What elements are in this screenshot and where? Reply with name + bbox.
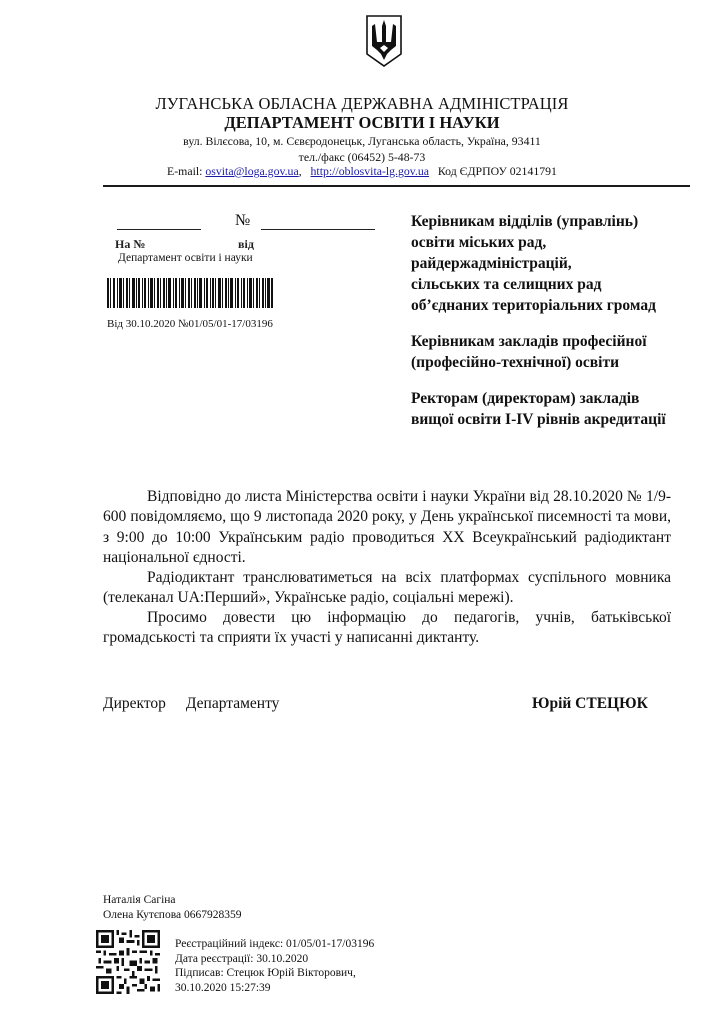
department-name: ДЕПАРТАМЕНТ ОСВІТИ І НАУКИ [224, 113, 500, 132]
signed-timestamp: 30.10.2020 15:27:39 [175, 981, 271, 994]
addressee-block-3 [411, 388, 666, 430]
body-paragraph-2: Радіодиктант транслюватиметься на всіх платформах суспільного мовника (телеканал UA:Перший», Українське радіо, соціальні мережі). [103, 569, 671, 607]
executor-name-1: Наталія Сагіна [103, 894, 176, 906]
addressee-line: (професійно-технічної) освіти [411, 354, 620, 371]
email-link[interactable]: osvita@loga.gov.ua [205, 164, 299, 178]
addressee-line: сільських та селищних рад [411, 276, 602, 293]
addressee-line: Керівникам відділів (управлінь) [411, 213, 639, 230]
department-stamp: Департамент освіти і науки [118, 252, 253, 264]
executor-name-2: Олена Кутєпова 0667928359 [103, 909, 242, 921]
number-blank-line [261, 229, 375, 230]
coat-of-arms-trident-icon [365, 14, 403, 68]
number-sign: № [235, 212, 251, 229]
signatory-name: Юрій СТЕЦЮК [532, 695, 648, 712]
addressee-line: об’єднаних територіальних громад [411, 297, 656, 314]
reply-to-number-label: На № [115, 237, 146, 251]
addressee-block-1 [411, 211, 656, 316]
barcode-icon [107, 278, 273, 308]
department-phone: тел./факс (06452) 5-48-73 [298, 150, 426, 164]
position-director: Директор [103, 695, 166, 712]
signatory-position [103, 695, 279, 713]
signed-by: Підписав: Стецюк Юрій Вікторович, [175, 967, 356, 979]
body-paragraph-3: Просимо довести цю інформацію до педагогів, учнів, батьківської громадськості та сприяти їх участі у написанні диктанту. [103, 609, 671, 647]
reply-to-date-label: від [238, 237, 254, 251]
addressee-block-2 [411, 331, 647, 373]
contact-line [0, 164, 724, 179]
email-label: E-mail: [167, 164, 203, 178]
e-registration-info [175, 937, 374, 995]
department-address: вул. Вілєсова, 10, м. Сєвєродонецьк, Луганська область, Україна, 93411 [183, 134, 541, 148]
date-blank-line [117, 229, 201, 230]
position-department: Департаменту [185, 695, 280, 712]
addressee-line: освіти міських рад, [411, 234, 547, 251]
body-paragraph-1: Відповідно до листа Міністерства освіти і науки України від 28.10.2020 № 1/9-600 повідомляємо, що 9 листопада 2020 року, у День української писемності та мови, з 9:00 до 10:00 Українським радіо проводиться ХХ Всеукраїнський радіодиктант національної єдності. [103, 488, 671, 566]
registration-date: Дата реєстрації: 30.10.2020 [175, 952, 309, 965]
qr-code-icon [96, 930, 160, 994]
outgoing-registration: Від 30.10.2020 №01/05/01-17/03196 [107, 318, 273, 330]
registration-index: Реєстраційний індекс: 01/05/01-17/03196 [175, 938, 375, 950]
addressee-line: Ректорам (директорам) закладів [411, 390, 640, 407]
addressee-line: Керівникам закладів професійної [411, 333, 647, 350]
email-separator: , [298, 164, 302, 178]
website-link[interactable]: http://oblosvita-lg.gov.ua [310, 164, 430, 178]
edrpou-code: Код ЄДРПОУ 02141791 [437, 164, 557, 178]
addressee-line: вищої освіти І-ІV рівнів акредитації [411, 411, 666, 428]
addressee-line: райдержадміністрацій, [411, 255, 572, 272]
letterhead-divider [103, 185, 690, 187]
organization-name: ЛУГАНСЬКА ОБЛАСНА ДЕРЖАВНА АДМІНІСТРАЦІЯ [155, 94, 569, 113]
